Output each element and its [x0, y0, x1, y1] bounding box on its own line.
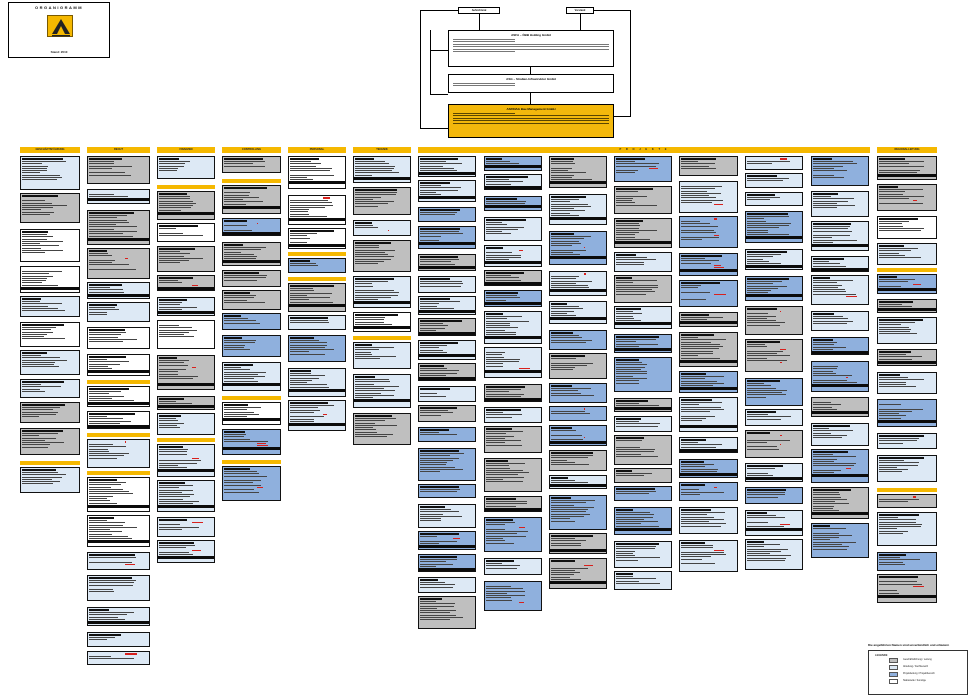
org-unit-card — [87, 575, 150, 601]
org-unit-card — [418, 180, 476, 202]
org-unit-card — [353, 220, 411, 236]
org-unit-card — [222, 362, 281, 391]
org-unit-card — [353, 276, 411, 308]
legend-swatch — [889, 658, 898, 663]
org-unit-card — [484, 347, 542, 378]
org-unit-card — [87, 327, 150, 349]
top-box-holding — [448, 30, 614, 67]
org-unit-card — [87, 651, 150, 665]
org-unit-card — [288, 195, 346, 225]
column-header-management: GESCHÄFTSFÜHRUNG — [20, 147, 80, 153]
org-unit-card — [614, 275, 672, 303]
subsection-header — [222, 179, 281, 183]
org-unit-card — [157, 275, 215, 291]
org-unit-card — [745, 173, 803, 188]
connector — [614, 116, 631, 117]
org-unit-card — [877, 349, 937, 366]
org-unit-card — [484, 217, 542, 241]
org-unit-card — [877, 184, 937, 211]
org-unit-card — [811, 523, 869, 558]
connector — [420, 10, 421, 128]
org-unit-card — [418, 276, 476, 293]
org-unit-card — [745, 211, 803, 243]
org-unit-card — [614, 468, 672, 483]
org-unit-card — [614, 507, 672, 535]
org-unit-card — [222, 313, 281, 330]
column-header-regional: REGIONALLEITUNG — [877, 147, 937, 153]
org-unit-card — [614, 435, 672, 465]
org-unit-card — [679, 312, 738, 327]
org-unit-card — [353, 187, 411, 215]
org-unit-card — [679, 397, 738, 432]
org-unit-card — [418, 554, 476, 572]
org-unit-card — [745, 339, 803, 372]
org-unit-card — [222, 156, 281, 173]
connector — [530, 67, 531, 74]
org-unit-card — [418, 386, 476, 402]
connector — [530, 93, 531, 104]
legend-label: Abteilung / Fachbereich — [903, 665, 929, 668]
org-unit-card — [745, 156, 803, 170]
org-unit-card — [679, 459, 738, 478]
org-unit-card — [353, 342, 411, 369]
org-unit-card — [157, 191, 215, 220]
legend-panel — [868, 650, 968, 695]
org-unit-card — [484, 581, 542, 611]
legend-label: Geschäftsführung / Leitung — [903, 658, 932, 661]
org-unit-card — [745, 378, 803, 406]
org-unit-card — [549, 533, 607, 554]
org-unit-card — [877, 512, 937, 546]
connector — [430, 50, 448, 51]
org-unit-card — [877, 433, 937, 449]
org-unit-card — [20, 266, 80, 293]
org-unit-card — [877, 399, 937, 427]
org-unit-card — [157, 480, 215, 512]
org-unit-card — [418, 427, 476, 442]
org-unit-card — [484, 407, 542, 423]
org-unit-card — [87, 302, 150, 322]
org-unit-card — [614, 398, 672, 412]
org-unit-card — [614, 252, 672, 272]
org-unit-card — [811, 311, 869, 331]
org-unit-card — [20, 322, 80, 347]
org-unit-card — [811, 275, 869, 305]
org-unit-card — [157, 355, 215, 390]
org-unit-card — [679, 371, 738, 393]
org-unit-card — [87, 632, 150, 647]
subsection-header — [877, 488, 937, 492]
org-unit-card — [745, 409, 803, 426]
org-unit-card — [614, 541, 672, 568]
org-unit-card — [877, 216, 937, 239]
org-unit-card — [877, 574, 937, 603]
org-unit-card — [222, 466, 281, 501]
legend-swatch — [889, 679, 898, 684]
org-unit-card — [549, 406, 607, 421]
org-unit-card — [484, 384, 542, 402]
top-box-title: ASFA – ÖBB Holding GmbH — [511, 33, 551, 37]
org-unit-card — [157, 396, 215, 410]
org-unit-card — [877, 299, 937, 313]
org-unit-card — [549, 475, 607, 489]
org-unit-card — [811, 156, 869, 186]
org-unit-card — [222, 185, 281, 214]
subsection-header — [20, 461, 80, 465]
org-unit-card — [811, 397, 869, 417]
org-unit-card — [745, 430, 803, 458]
org-unit-card — [157, 517, 215, 537]
org-unit-card — [288, 400, 346, 431]
org-unit-card — [549, 156, 607, 188]
legend-heading: LEGENDE — [875, 654, 888, 657]
org-unit-card — [288, 335, 346, 362]
org-unit-card — [877, 372, 937, 394]
org-unit-card — [614, 334, 672, 353]
org-unit-card — [811, 449, 869, 483]
org-unit-card — [87, 439, 150, 468]
org-unit-card — [288, 368, 346, 397]
legend-note: Die angeführten Namen sind unverbindlich und erläutern — [868, 643, 950, 647]
column-header-technology: TECHNIK — [353, 147, 411, 153]
subsection-header — [222, 460, 281, 464]
org-unit-card — [811, 487, 869, 519]
org-unit-card — [20, 296, 80, 317]
org-unit-card — [418, 596, 476, 629]
org-unit-card — [484, 311, 542, 344]
org-unit-card — [87, 515, 150, 547]
legend-item — [889, 678, 967, 685]
org-unit-card — [87, 156, 150, 184]
connector — [430, 94, 448, 95]
connector — [420, 128, 448, 129]
org-unit-card — [745, 539, 803, 570]
org-unit-card — [877, 317, 937, 344]
org-unit-card — [745, 306, 803, 335]
top-box-title: ASFINAG Bau Management GmbH — [506, 107, 556, 111]
org-unit-card — [484, 458, 542, 492]
tag-supervisory-board — [458, 7, 500, 14]
org-unit-card — [745, 249, 803, 270]
org-unit-card — [679, 332, 738, 367]
org-unit-card — [418, 484, 476, 498]
connector — [430, 30, 431, 94]
top-box-construction — [448, 104, 614, 138]
org-unit-card — [418, 448, 476, 481]
org-unit-card — [549, 353, 607, 379]
org-unit-card — [614, 306, 672, 329]
org-unit-card — [679, 437, 738, 453]
org-unit-card — [20, 402, 80, 423]
subsection-header — [157, 185, 215, 189]
org-unit-card — [811, 337, 869, 355]
org-unit-card — [549, 194, 607, 225]
org-unit-card — [679, 507, 738, 534]
org-unit-card — [811, 361, 869, 392]
org-unit-card — [745, 487, 803, 504]
org-unit-card — [484, 245, 542, 267]
org-unit-card — [288, 228, 346, 249]
connector — [420, 10, 458, 11]
org-unit-card — [614, 416, 672, 432]
top-box-title: ASG – Straßen-Infrastruktur GmbH — [506, 77, 556, 81]
tag-label: Vorstand — [574, 9, 586, 12]
org-unit-card — [418, 318, 476, 336]
org-unit-card — [87, 210, 150, 245]
org-unit-card — [20, 193, 80, 223]
org-unit-card — [745, 192, 803, 206]
org-unit-card — [222, 290, 281, 310]
tag-board — [566, 7, 594, 14]
org-unit-card — [484, 196, 542, 211]
org-unit-card — [679, 253, 738, 276]
subsection-header — [877, 268, 937, 272]
org-unit-card — [157, 413, 215, 435]
org-unit-card — [353, 156, 411, 183]
org-unit-card — [87, 386, 150, 407]
org-unit-card — [549, 450, 607, 471]
org-unit-card — [418, 340, 476, 360]
subsection-header — [87, 471, 150, 475]
org-unit-card — [614, 486, 672, 501]
org-unit-card — [157, 246, 215, 272]
org-unit-card — [222, 242, 281, 266]
org-unit-card — [418, 254, 476, 271]
top-box-infrastructure — [448, 74, 614, 93]
org-unit-card — [484, 174, 542, 190]
subsection-header — [222, 396, 281, 400]
org-unit-card — [614, 218, 672, 248]
org-unit-card — [288, 258, 346, 273]
logo-glyph-icon — [48, 16, 74, 38]
org-unit-card — [877, 552, 937, 571]
logo-panel — [8, 2, 110, 58]
column-header-controlling: CONTROLLING — [222, 147, 281, 153]
org-unit-card — [877, 455, 937, 482]
org-unit-card — [353, 413, 411, 445]
subsection-header — [288, 277, 346, 281]
org-unit-card — [87, 477, 150, 512]
column-header-finance: FINANZEN — [157, 147, 215, 153]
org-unit-card — [811, 221, 869, 251]
subsection-header — [157, 438, 215, 442]
org-unit-card — [87, 607, 150, 626]
org-unit-card — [418, 405, 476, 422]
org-unit-card — [222, 429, 281, 455]
org-unit-card — [418, 226, 476, 249]
org-unit-card — [614, 571, 672, 590]
tag-label: Aufsichtsrat — [471, 9, 487, 12]
org-unit-card — [222, 335, 281, 357]
org-unit-card — [484, 517, 542, 552]
org-unit-card — [418, 207, 476, 222]
org-unit-card — [20, 229, 80, 262]
org-unit-card — [157, 156, 215, 179]
org-unit-card — [20, 350, 80, 375]
org-unit-card — [679, 280, 738, 307]
connector — [580, 14, 581, 30]
org-unit-card — [418, 577, 476, 593]
column-header-projects: P R O J E K T E — [418, 147, 870, 153]
org-unit-card — [679, 181, 738, 213]
org-unit-card — [222, 270, 281, 287]
legend-label: Projektleitung / Projektbereich — [903, 672, 935, 675]
org-unit-card — [157, 444, 215, 477]
org-unit-card — [222, 402, 281, 425]
org-unit-card — [157, 223, 215, 242]
connector — [479, 14, 480, 30]
org-unit-card — [353, 240, 411, 272]
org-unit-card — [549, 231, 607, 265]
logo-date: Stand: 2010 — [50, 50, 68, 54]
org-unit-card — [20, 467, 80, 493]
org-unit-card — [20, 156, 80, 190]
legend-item — [889, 671, 967, 678]
org-unit-card — [549, 425, 607, 446]
org-unit-card — [614, 156, 672, 182]
logo-title: ORGANIGRAMM — [34, 5, 84, 10]
legend-item — [889, 657, 967, 664]
org-unit-card — [679, 156, 738, 176]
org-unit-card — [157, 297, 215, 316]
org-unit-card — [549, 271, 607, 296]
org-unit-card — [811, 191, 869, 217]
org-unit-card — [87, 282, 150, 299]
legend-label: Stabsstelle / Sonstige — [903, 679, 926, 682]
org-unit-card — [87, 354, 150, 376]
org-unit-card — [549, 383, 607, 403]
subsection-header — [288, 252, 346, 256]
legend-item — [889, 664, 967, 671]
org-unit-card — [87, 248, 150, 279]
column-header-personnel: PERSONAL — [288, 147, 346, 153]
org-unit-card — [87, 411, 150, 429]
org-unit-card — [20, 379, 80, 398]
org-unit-card — [484, 270, 542, 286]
org-unit-card — [549, 495, 607, 530]
connector — [630, 10, 631, 116]
org-unit-card — [353, 312, 411, 332]
org-unit-card — [484, 496, 542, 512]
subsection-header — [353, 336, 411, 340]
org-unit-card — [877, 274, 937, 294]
org-unit-card — [418, 156, 476, 177]
org-unit-card — [418, 363, 476, 381]
org-unit-card — [745, 276, 803, 301]
column-header-legal: RECHT — [87, 147, 150, 153]
org-unit-card — [811, 256, 869, 272]
org-unit-card — [484, 290, 542, 307]
org-unit-card — [288, 283, 346, 312]
org-unit-card — [288, 156, 346, 189]
org-unit-card — [679, 482, 738, 501]
org-unit-card — [484, 558, 542, 575]
org-unit-card — [20, 428, 80, 455]
org-unit-card — [745, 510, 803, 536]
org-unit-card — [418, 531, 476, 550]
legend-swatch — [889, 672, 898, 677]
org-unit-card — [87, 552, 150, 570]
org-unit-card — [157, 320, 215, 349]
org-unit-card — [418, 296, 476, 315]
connector — [594, 10, 630, 11]
org-unit-card — [353, 374, 411, 408]
org-unit-card — [418, 504, 476, 528]
org-unit-card — [484, 156, 542, 171]
org-unit-card — [484, 426, 542, 453]
org-unit-card — [614, 357, 672, 392]
subsection-header — [87, 433, 150, 437]
org-unit-card — [222, 218, 281, 236]
legend-swatch — [889, 665, 898, 670]
org-unit-card — [614, 186, 672, 214]
org-unit-card — [679, 216, 738, 248]
org-unit-card — [549, 558, 607, 589]
org-unit-card — [288, 315, 346, 330]
org-unit-card — [745, 463, 803, 482]
org-unit-card — [877, 156, 937, 180]
org-unit-card — [157, 540, 215, 563]
org-unit-card — [877, 494, 937, 508]
org-unit-card — [87, 189, 150, 204]
org-unit-card — [679, 540, 738, 572]
org-unit-card — [877, 243, 937, 265]
org-unit-card — [549, 330, 607, 350]
org-unit-card — [811, 423, 869, 446]
company-logo-icon — [47, 15, 73, 37]
org-unit-card — [549, 301, 607, 324]
subsection-header — [87, 380, 150, 384]
